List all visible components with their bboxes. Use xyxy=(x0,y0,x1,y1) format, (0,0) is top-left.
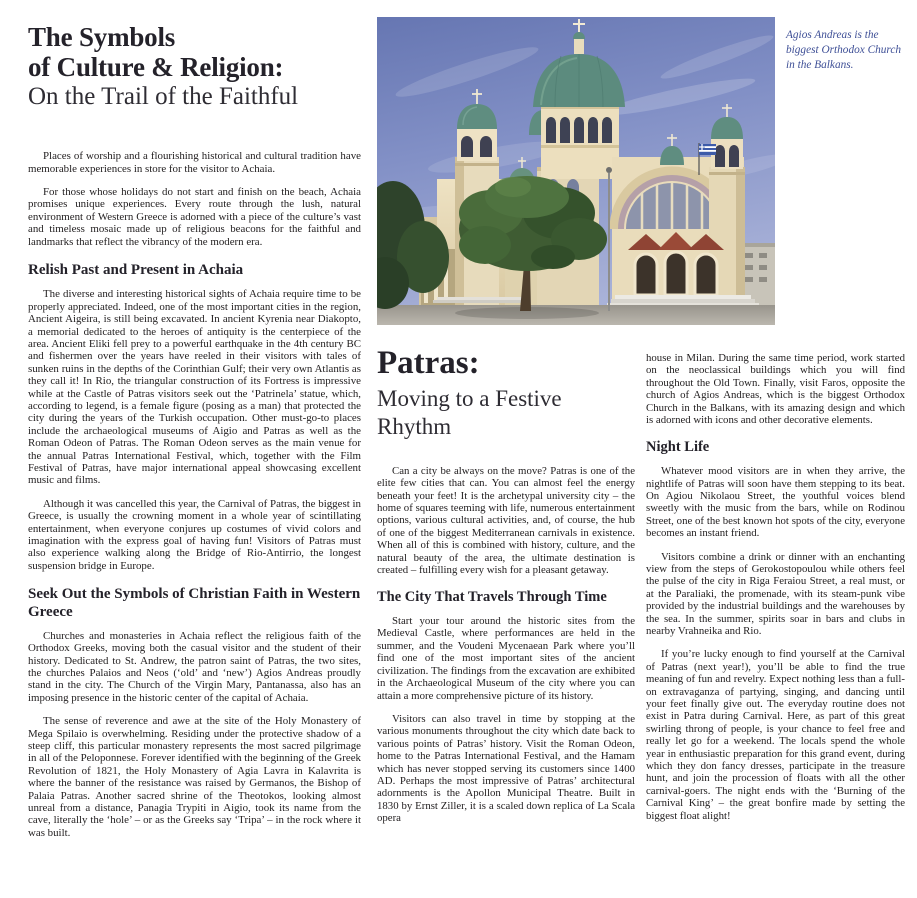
section-heading-seek-out: Seek Out the Symbols of Christian Faith in Western Greece xyxy=(28,586,361,620)
body-paragraph: The diverse and interesting historical sights of Achaia require time to be properly appreciated. Indeed, one of the most important cities in the region, Ancient Aigeira, is still being excavated. In ancient Kyrenia near Diakopto, a memorial dedicated to the heroes of antiquity is the centerpiece of the area. Ancient Eliki fell prey to a powerful earthquake in the 4th century BC and fishermen over the years have reeled in their visitors with tales of sunken ruins in the depths of the Corinthian Gulf; their very own Atlantis as they call it! In Rio, the triangular construction of its Fortress is impressive while at the Castle of Patras visitors seek out the ‘Patrinela’ statue, which, according to legend, is a female figure (posing as a man) that protected the city during the years of the Turkish occupation. Other must-go-to places include the archaeological museums of Aigio and Patras as well as the Roman Odeon of Patras. The Roman Odeon serves as the main venue for the annual Patras International Festival, which, together with the Film Festival of Patras, have major international appeal showcasing excellent music and films. xyxy=(28,288,361,487)
church-illustration xyxy=(377,17,775,325)
body-paragraph: Although it was cancelled this year, the Carnival of Patras, the biggest in Greece, is usually the crowning moment in a whole year of scintillating entertainment, when everyone conjures up costumes of vivid colors and imagination with the express goal of having fun! Visitors of Patras must also experience walking along the Bridge of Rio-Antirrio, the longest suspension bridge in Europe. xyxy=(28,497,361,572)
patras-title: Patras: xyxy=(377,346,480,381)
body-paragraph: Start your tour around the historic sites from the Medieval Castle, where performances are held in the summer, and the Voudeni Mycenaean Park where you’ll find one of the most important sites of the ancient civilization. The findings from the excavation are exhibited in the Archaeological Museum of the city where you can attain a more comprehensive picture of its history. xyxy=(377,615,635,702)
body-paragraph: Visitors combine a drink or dinner with an enchanting view from the steps of Gerokostopoulou while others feel the pulse of the city in Riga Feraiou Street, a real must, or at the Paraliaki, the promenade, with its steam-punk vibe provided by the industrial buildings and the warehouses by the sea. In the summer, spirits soar in bars and clubs in nearby Vrahneika and Rio. xyxy=(646,550,905,637)
patras-subtitle: Moving to a Festive Rhythm xyxy=(377,385,562,439)
left-article-column xyxy=(28,22,361,894)
article-title xyxy=(28,22,361,82)
body-paragraph-continuation: house in Milan. During the same time period, work started on the neoclassical buildings which you will find throughout the Old Town. Finally, visit Faros, opposite the church of Agios Andreas, which is the biggest Orthodox Church in the Balkans, with its amazing design and which is adorned with icons and other decorative elements. xyxy=(646,352,905,427)
body-paragraph: Whatever mood visitors are in when they arrive, the nightlife of Patras will soon have them stepping to its beat. On Agiou Nikolaou Street, the youthful voices blend sweetly with the music from the bars, while on Rodinou Street, one of the best known hot spots of the city, everyone becomes an instant friend. xyxy=(646,465,905,540)
entrance-porch xyxy=(628,232,724,295)
body-paragraph: If you’re lucky enough to find yourself at the Carnival of Patras (next year!), you’ll be able to find the true meaning of fun and revelry. Expect nothing less than a full-on extravaganza of partying, singing, and dancing until your feet finally give out. The everyday routine does not exist in Patra during Carnival. Here, as part of this great swirling throng of people, is your chance to feel free and really let go for a weekend. The locals spend the whole year in enthusiastic preparation for this grand event, during which they don fancy dresses, participate in the treasure hunt, and join the procession of floats with all the other carnival-goers. The night ends with the ‘Burning of the Carnival King’ – the great bonfire made by setting the biggest float alight! xyxy=(646,648,905,822)
photo-caption: Agios Andreas is the biggest Orthodox Church in the Balkans. xyxy=(786,29,902,71)
article-intro xyxy=(28,150,361,248)
intro-paragraph: Places of worship and a flourishing historical and cultural tradition have memorable experiences in store for the visitor to Achaia. xyxy=(28,150,361,175)
body-paragraph: Can a city be always on the move? Patras is one of the elite few cities that can. You can almost feel the energy beneath your feet! It is the archetypal university city – the home of squares teeming with life, numerous entertainment options, various cultural activities, and, of course, the hub of one of the biggest Mediterranean carnivals in existence. When all of this is combined with history, culture, and the natural beauty of the area, the ultimate destination is created – fulfilling every wish for a pleasant getaway. xyxy=(377,464,635,576)
article-subtitle: On the Trail of the Faithful xyxy=(28,83,299,111)
article-title-line1: The Symbols xyxy=(28,22,176,52)
patras-column-2 xyxy=(646,352,905,894)
body-paragraph: Churches and monasteries in Achaia reflect the religious faith of the Orthodox Greeks, moving both the casual visitor and the student of their history. Dedicated to St. Andrew, the patron saint of Patras, the two sites, the churches Palaios and Neos (‘old’ and ‘new’) Agios Andreas proudly stand in the city. The Church of the Virgin Mary, Pantanassa, also has an imposing presence in the historic center of the capital of Achaia. xyxy=(28,629,361,704)
section-heading-city-travels: The City That Travels Through Time xyxy=(377,589,607,606)
church-photo xyxy=(377,17,775,325)
section-heading-night-life: Night Life xyxy=(646,439,710,456)
patras-column-1 xyxy=(377,346,635,894)
patras-intro xyxy=(377,465,635,577)
body-paragraph: Visitors can also travel in time by stopping at the various monuments throughout the city which date back to various points of Patras’ history. Visit the Roman Odeon, home to the Patras International Festival, and the Hamam which has never stopped serving its customers since 1400 AD. Perhaps the most impressive of Patras’ architectural adornments is the Apollon Municipal Theatre. Built in 1830 by Ernst Ziller, it is a scaled down replica of La Scala opera xyxy=(377,712,635,825)
intro-paragraph: For those whose holidays do not start and finish on the beach, Achaia promises unique experiences. Every route through the lush, natural environment of Western Greece is adorned with a piece of the culture’s vast and timeless mosaic made up of religious beacons for the faithful and landmarks that reflect the vibrancy of the modern era. xyxy=(28,186,361,248)
section-heading-relish: Relish Past and Present in Achaia xyxy=(28,262,244,279)
body-paragraph: The sense of reverence and awe at the site of the Holy Monastery of Mega Spilaio is overwhelming. Residing under the protective shadow of a steep cliff, this particular monastery represents the most sacred pilgrimage in all of the Peloponnese. Forever identified with the beginning of the Greek Revolution of 1821, the Holy Monastery of Agia Lavra in Kalavrita is where the banner of the resistance was raised by Germanos, the Bishop of Palaia Patras. Another sacred shrine of the Theotokos, looking almost unreal from a distance, Panagia Trypiti in Aigio, took its name from the cave, literally the ‘hole’ – or as the Greeks say ‘Tripa’ – in the rock where it was built. xyxy=(28,715,361,839)
article-title-line2: of Culture & Religion: xyxy=(28,52,284,83)
